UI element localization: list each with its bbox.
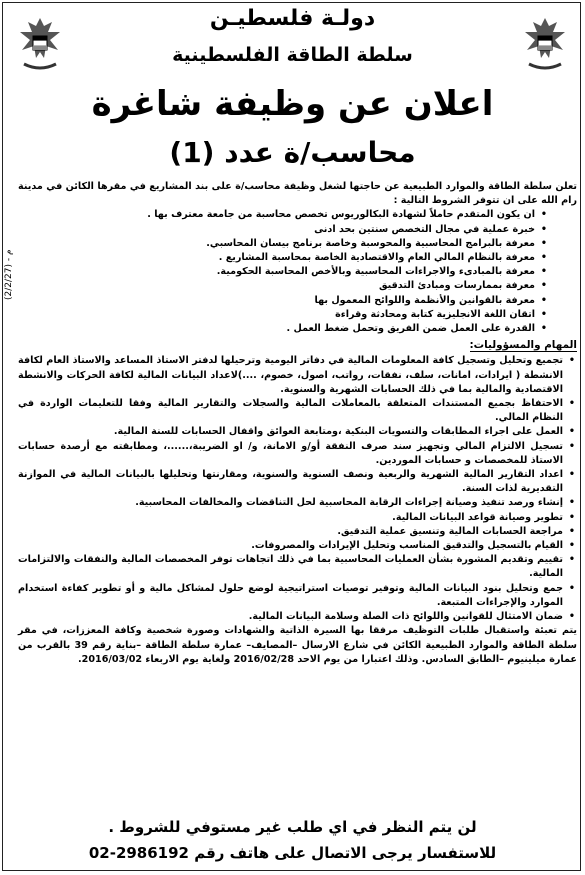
contact-phone: للاستفسار يرجى الاتصال على هاتف رقم 2986192-02 [88, 844, 497, 862]
requirement-item: • معرفة بالقوانين والأنظمة واللوائح المعمول بها [18, 294, 549, 308]
requirement-item: • معرفة بالنظام المالي العام والاقتصادية الخاصة بمحاسبة المشاريع . [18, 251, 549, 265]
duty-item: • تسجيل الالتزام المالي وتجهيز سند صرف النفقة أو/و الامانة، و/ او الضريبة،......، ومطابقته مع أرصدة حسابات الاستاذ للمخصصات و حسابات الموردين. [18, 440, 577, 468]
requirement-item: • اتقان اللغة الانجليزية كتابة ومحادثة وقراءة [18, 308, 549, 322]
authority-name: سلطة الطاقة الفلسطينية [172, 44, 413, 66]
position-title: محاسب/ة عدد (1) [169, 136, 416, 169]
side-reference-code: م - (2/2/27) [4, 249, 14, 300]
requirements-list [18, 208, 577, 336]
duty-item: • العمل على اجراء المطابقات والتسويات البنكية ،ومتابعة العوائق واقفال الحسابات للسنة المالية. [18, 425, 577, 439]
duty-item: • القيام بالتسجيل والتدقيق المناسب وتحليل الإيرادات والمصروفات. [18, 539, 577, 553]
duty-item: • مراجعة الحسابات المالية وتنسيق عملية التدقيق. [18, 525, 577, 539]
duties-list [18, 354, 577, 624]
duty-item: • تجميع وتحليل وتسجيل كافة المعلومات المالية في دفاتر اليومية وترحيلها لدفتر الاستاذ المساعد والاستاذ العام لكافة الانشطة ( ايرادات، امانات، سلف، نفقات، رواتب، اصول، خصوم، ....)لاعداد البيانات المالية لكافة الحركات والانشطة الاقتصادية والمالية بما في ذلك الحسابات الشهرية والسنوية. [18, 354, 577, 397]
closing-notice: لن يتم النظر في اي طلب غير مستوفي للشروط . [108, 818, 477, 836]
intro-text: تعلن سلطة الطاقة والموارد الطبيعية عن حاجتها لشغل وظيفة محاسب/ة على بند المشاريع في مقرها الكائن في مدينة رام الله على ان تتوفر الشروط التالية : [18, 181, 577, 207]
application-instructions: يتم تعبئة واستقبال طلبات التوظيف مرفقا بها السيرة الذاتية والشهادات وصورة شخصية وكافة المعززات، في مقر سلطة الطاقة والموارد الطبيعية الكائن في شارع الارسال –المصايف– عمارة سلطة الطاقة –بناية رقم 39 بالقرب من عمارة ميلينيوم –الطابق السادس. وذلك اعتبارا من يوم الاحد 2016/02/28 ولغاية يوم الاربعاء 2016/03/02. [18, 625, 577, 665]
duty-item: • إنشاء ورصد تنفيذ وصيانة إجراءات الرقابة المحاسبية لحل التناقضات والمخالفات المحاسبية. [18, 496, 577, 510]
requirement-item: • معرفة بممارسات ومبادئ التدقيق [18, 279, 549, 293]
announcement-body [18, 180, 577, 667]
requirement-item: • معرفة بالبرامج المحاسبية والمحوسبة وخاصة برنامج بيسان المحاسبي. [18, 237, 549, 251]
duty-item: • جمع وتحليل بنود البيانات المالية وتوفير توصيات استراتيجية لوضع حلول لمشاكل مالية و أو تطوير كفاءة استخدام الموارد والإجراءات المتبعة. [18, 582, 577, 610]
announcement-title: اعلان عن وظيفة شاغرة [91, 84, 494, 124]
duty-item: • تطوير وصيانة قواعد البيانات المالية. [18, 511, 577, 525]
requirement-item: • القدرة على العمل ضمن الفريق وتحمل ضغط العمل . [18, 322, 549, 336]
requirement-item: • خبرة عملية في مجال التخصص سنتين بحد ادنى [18, 223, 549, 237]
requirement-item: • معرفة بالمبادىء والاجراءات المحاسبية وبالأخص المحاسبة الحكومية. [18, 265, 549, 279]
duty-item: • تقييم وتقديم المشورة بشأن العمليات المحاسبية بما في ذلك اتجاهات توفر المخصصات المالية والنفقات والالتزامات المالية. [18, 553, 577, 581]
country-name: دولـة فلسطيـن [209, 6, 376, 31]
duties-heading: المهام والمسؤوليات: [469, 339, 577, 352]
duty-item: • الاحتفاظ بجميع المستندات المتعلقة بالمعاملات المالية والسجلات والتقارير المالية وفقا للتعليمات الواردة في النظام المالي. [18, 397, 577, 425]
duty-item: • اعداد التقارير المالية الشهرية والربعية ونصف السنوية والسنوية، ومقارنتها وتحليلها بالبيانات المالية في الموازنة التقديرية لذات السنة. [18, 468, 577, 496]
duty-item: • ضمان الامتثال للقوانين واللوائح ذات الصلة وسلامة البيانات المالية. [18, 610, 577, 624]
requirement-item: • ان يكون المتقدم حاملاً لشهادة البكالوريوس تخصص محاسبة من جامعة معترف بها . [18, 208, 549, 222]
